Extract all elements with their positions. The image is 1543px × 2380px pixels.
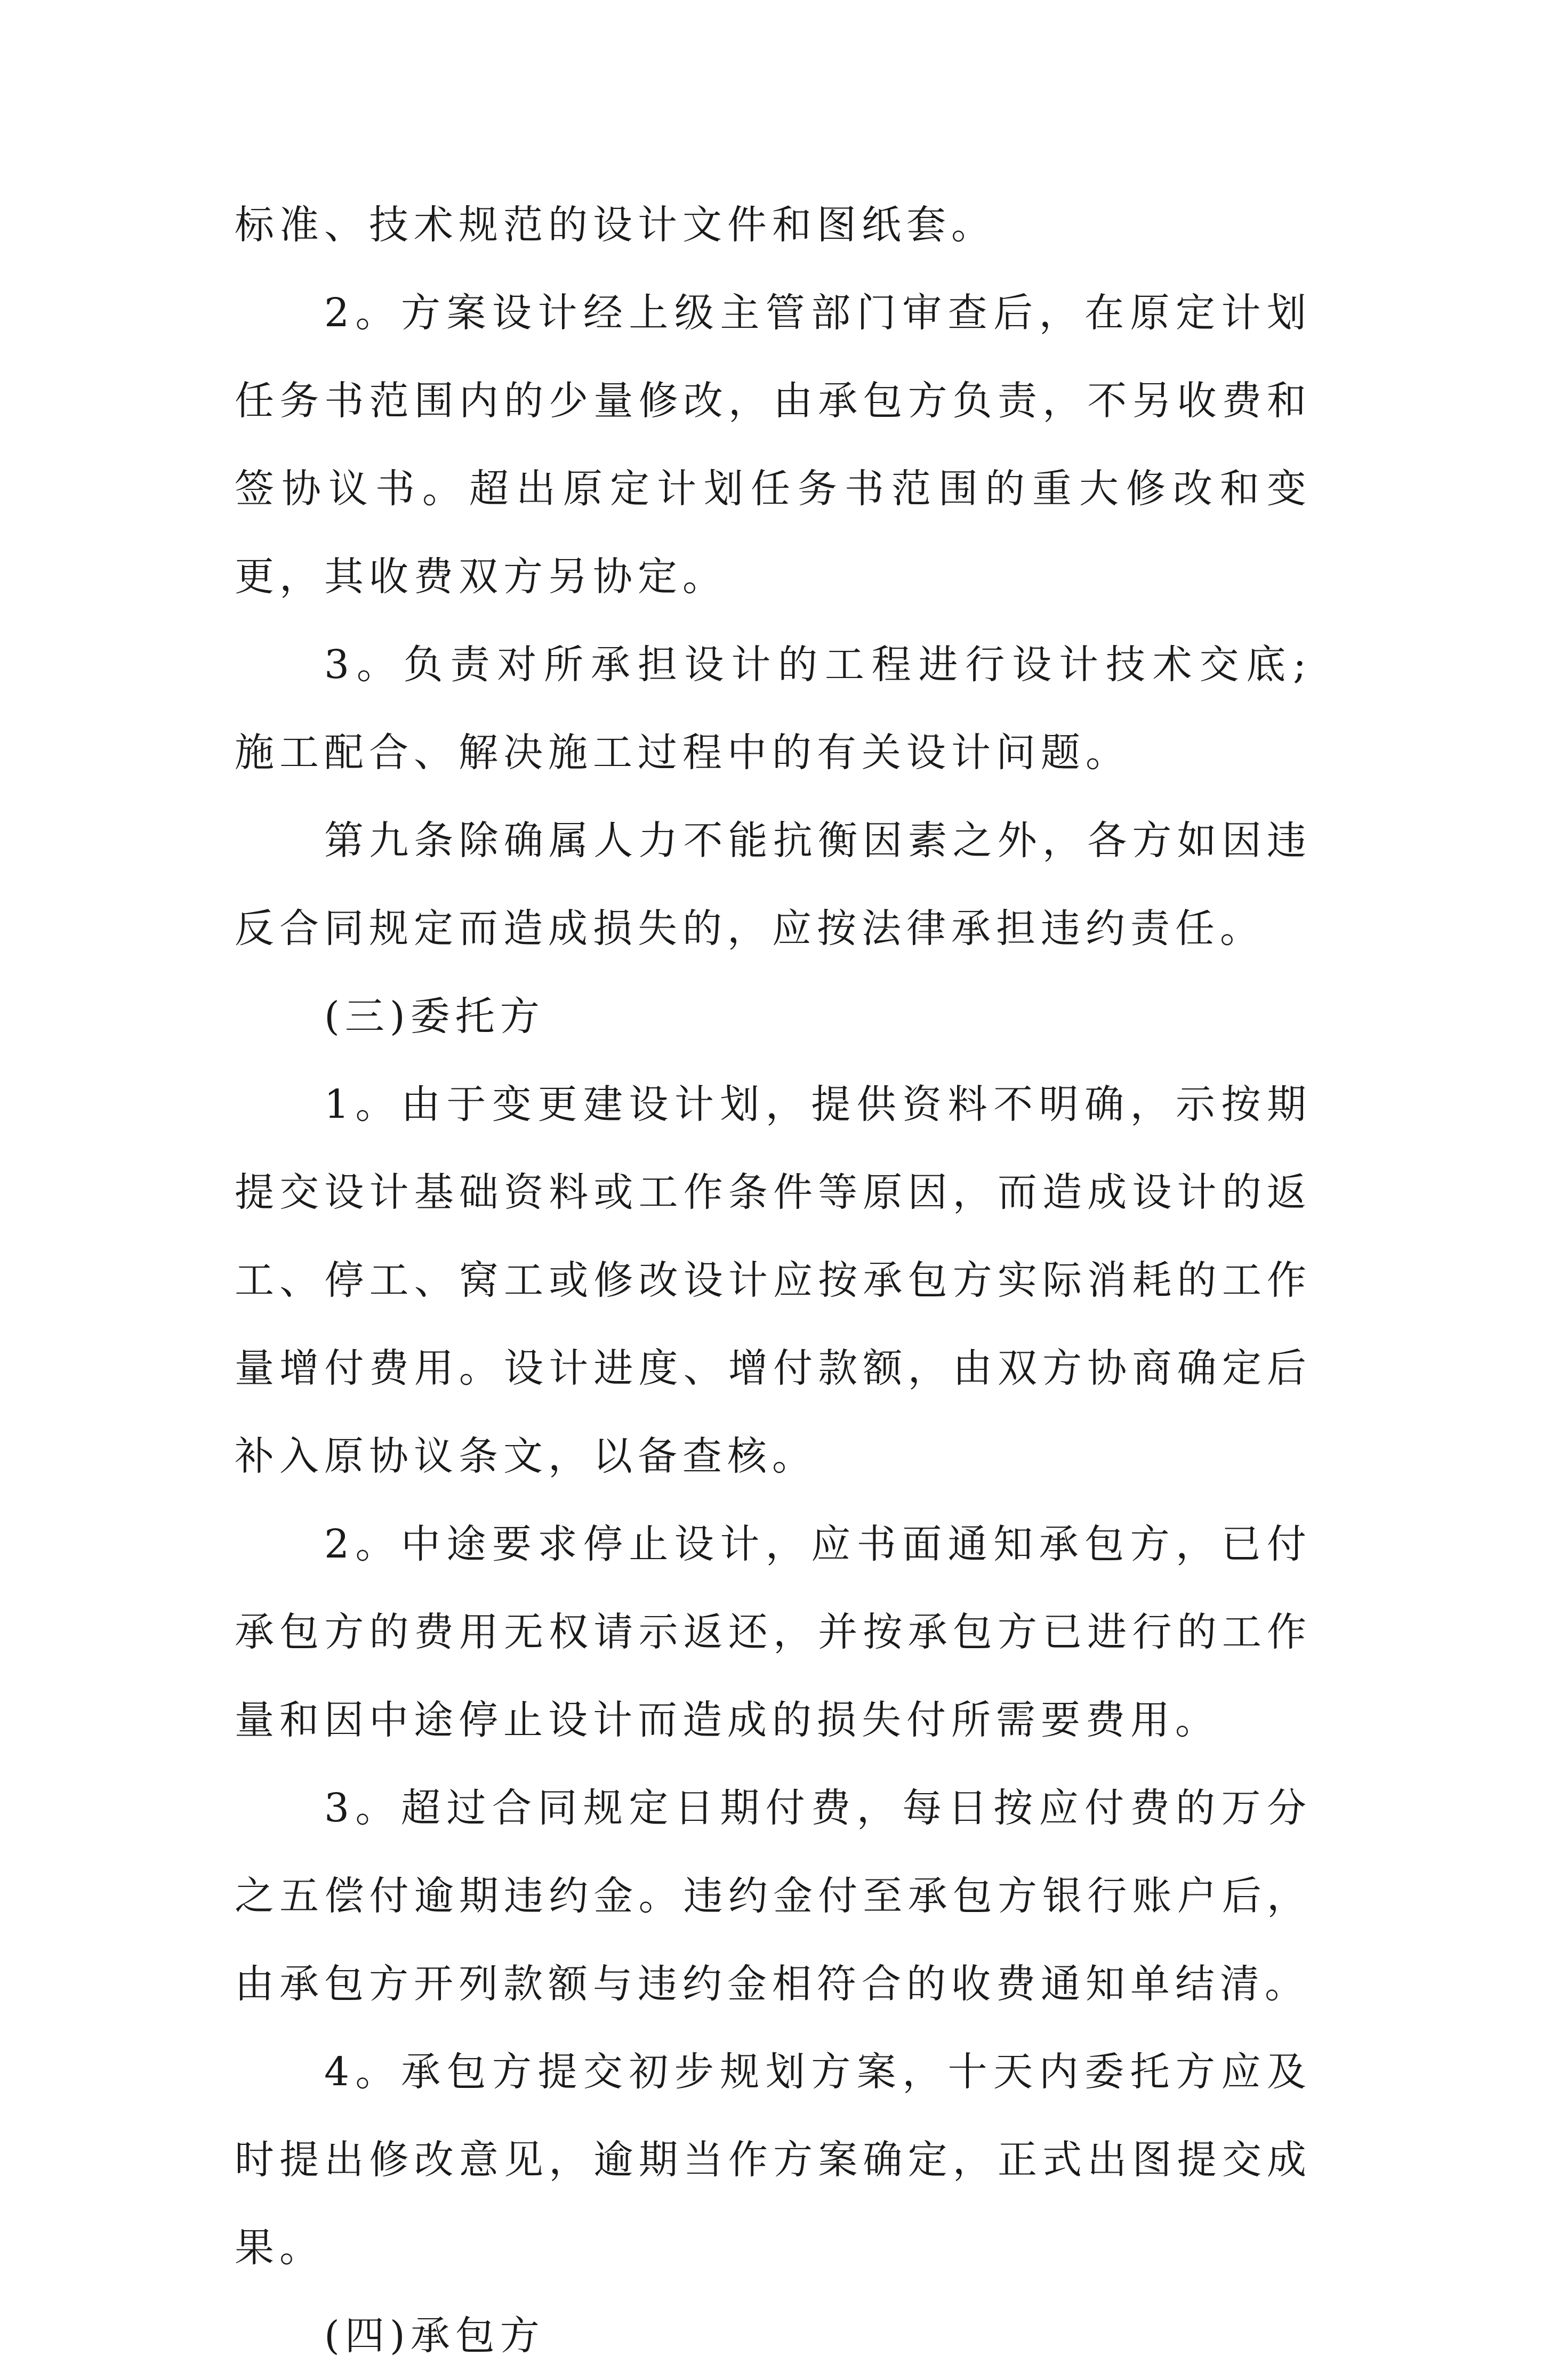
paragraph-item-3-technical-briefing: 3。负责对所承担设计的工程进行设计技术交底;施工配合、解决施工过程中的有关设计问题。 — [235, 642, 1312, 776]
paragraph-continuation: 标准、技术规范的设计文件和图纸套。 — [235, 202, 996, 248]
paragraph-client-item-4: 4。承包方提交初步规划方案，十天内委托方应及时提出修改意见，逾期当作方案确定，正式出图提交成果。 — [235, 2049, 1312, 2271]
paragraph-article-9: 第九条除确属人力不能抗衡因素之外，各方如因违反合同规定而造成损失的，应按法律承担违约责任。 — [235, 818, 1312, 951]
section-heading-client: (三)委托方 — [324, 994, 545, 1039]
document-body — [235, 181, 1312, 2380]
section-heading-contractor: (四)承包方 — [324, 2313, 545, 2359]
paragraph-client-item-1: 1。由于变更建设计划，提供资料不明确，示按期提交设计基础资料或工作条件等原因，而造成设计的返工、停工、窝工或修改设计应按承包方实际消耗的工作量增付费用。设计进度、增付款额，由双方协商确定后补入原协议条文，以备查核。 — [235, 1082, 1312, 1479]
paragraph-item-2-scheme-design: 2。方案设计经上级主管部门审查后，在原定计划任务书范围内的少量修改，由承包方负责，不另收费和签协议书。超出原定计划任务书范围的重大修改和变更，其收费双方另协定。 — [235, 290, 1312, 600]
paragraph-client-item-2: 2。中途要求停止设计，应书面通知承包方，已付承包方的费用无权请示返还，并按承包方已进行的工作量和因中途停止设计而造成的损失付所需要费用。 — [235, 1521, 1312, 1743]
paragraph-client-item-3: 3。超过合同规定日期付费，每日按应付费的万分之五偿付逾期违约金。违约金付至承包方银行账户后，由承包方开列款额与违约金相符合的收费通知单结清。 — [235, 1785, 1312, 2007]
